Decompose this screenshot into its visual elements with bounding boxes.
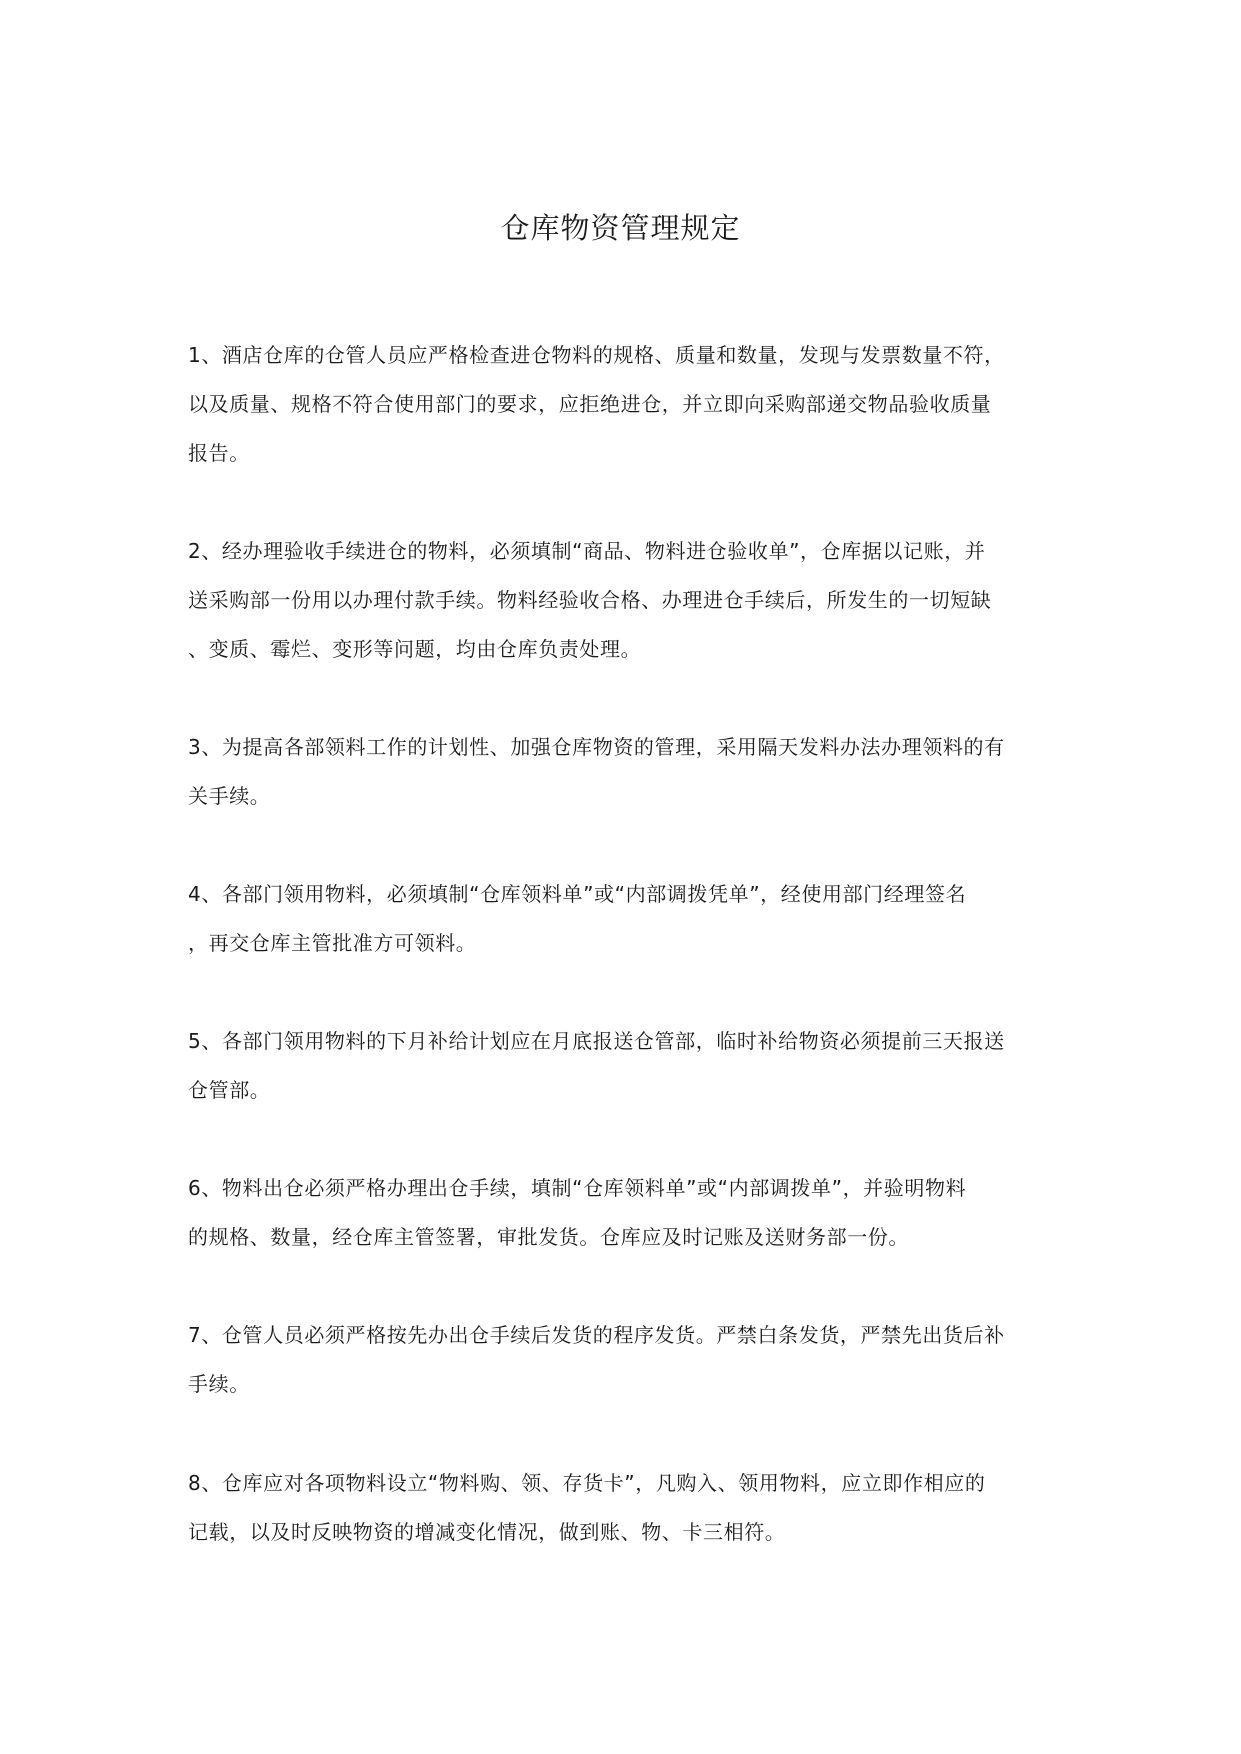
paragraph-line: 报告。 <box>188 441 250 465</box>
paragraph-line: 以及质量、规格不符合使用部门的要求，应拒绝进仓，并立即向采购部递交物品验收质量 <box>188 392 992 416</box>
paragraph-7 <box>188 1311 1054 1409</box>
paragraph-line: 关手续。 <box>188 784 271 808</box>
paragraph-line: 4、各部门领用物料，必须填制“仓库领料单”或“内部调拨凭单”，经使用部门经理签名 <box>188 882 967 906</box>
paragraph-line: 手续。 <box>188 1372 250 1396</box>
paragraph-line: 1、酒店仓库的仓管人员应严格检查进仓物料的规格、质量和数量，发现与发票数量不符， <box>188 343 1005 367</box>
paragraph-line: 5、各部门领用物料的下月补给计划应在月底报送仓管部，临时补给物资必须提前三天报送 <box>188 1029 1005 1053</box>
paragraph-line: 8、仓库应对各项物料设立“物料购、领、存货卡”，凡购入、领用物料，应立即作相应的 <box>188 1471 986 1495</box>
paragraph-8 <box>188 1459 1054 1557</box>
paragraph-3 <box>188 723 1054 821</box>
paragraph-line: 6、物料出仓必须严格办理出仓手续，填制“仓库领料单”或“内部调拨单”，并验明物料 <box>188 1176 967 1200</box>
paragraph-line: 送采购部一份用以办理付款手续。物料经验收合格、办理进仓手续后，所发生的一切短缺 <box>188 588 992 612</box>
paragraph-6 <box>188 1164 1054 1262</box>
paragraph-1 <box>188 331 1054 478</box>
paragraph-4 <box>188 870 1054 968</box>
paragraph-5 <box>188 1017 1054 1115</box>
paragraph-line: 、变质、霉烂、变形等问题，均由仓库负责处理。 <box>188 637 642 661</box>
paragraph-line: 2、经办理验收手续进仓的物料，必须填制“商品、物料进仓验收单”，仓库据以记账，并 <box>188 539 986 563</box>
paragraph-line: 7、仓管人员必须严格按先办出仓手续后发货的程序发货。严禁白条发货，严禁先出货后补 <box>188 1323 1005 1347</box>
paragraph-line: 3、为提高各部领料工作的计划性、加强仓库物资的管理，采用隔天发料办法办理领料的有 <box>188 735 1005 759</box>
document-title: 仓库物资管理规定 <box>500 211 741 245</box>
paragraph-2 <box>188 527 1054 674</box>
paragraph-line: 仓管部。 <box>188 1078 271 1102</box>
paragraph-line: ，再交仓库主管批准方可领料。 <box>188 931 477 955</box>
paragraph-line: 的规格、数量，经仓库主管签署，审批发货。仓库应及时记账及送财务部一份。 <box>188 1225 909 1249</box>
paragraph-line: 记载，以及时反映物资的增减变化情况，做到账、物、卡三相符。 <box>188 1520 786 1544</box>
